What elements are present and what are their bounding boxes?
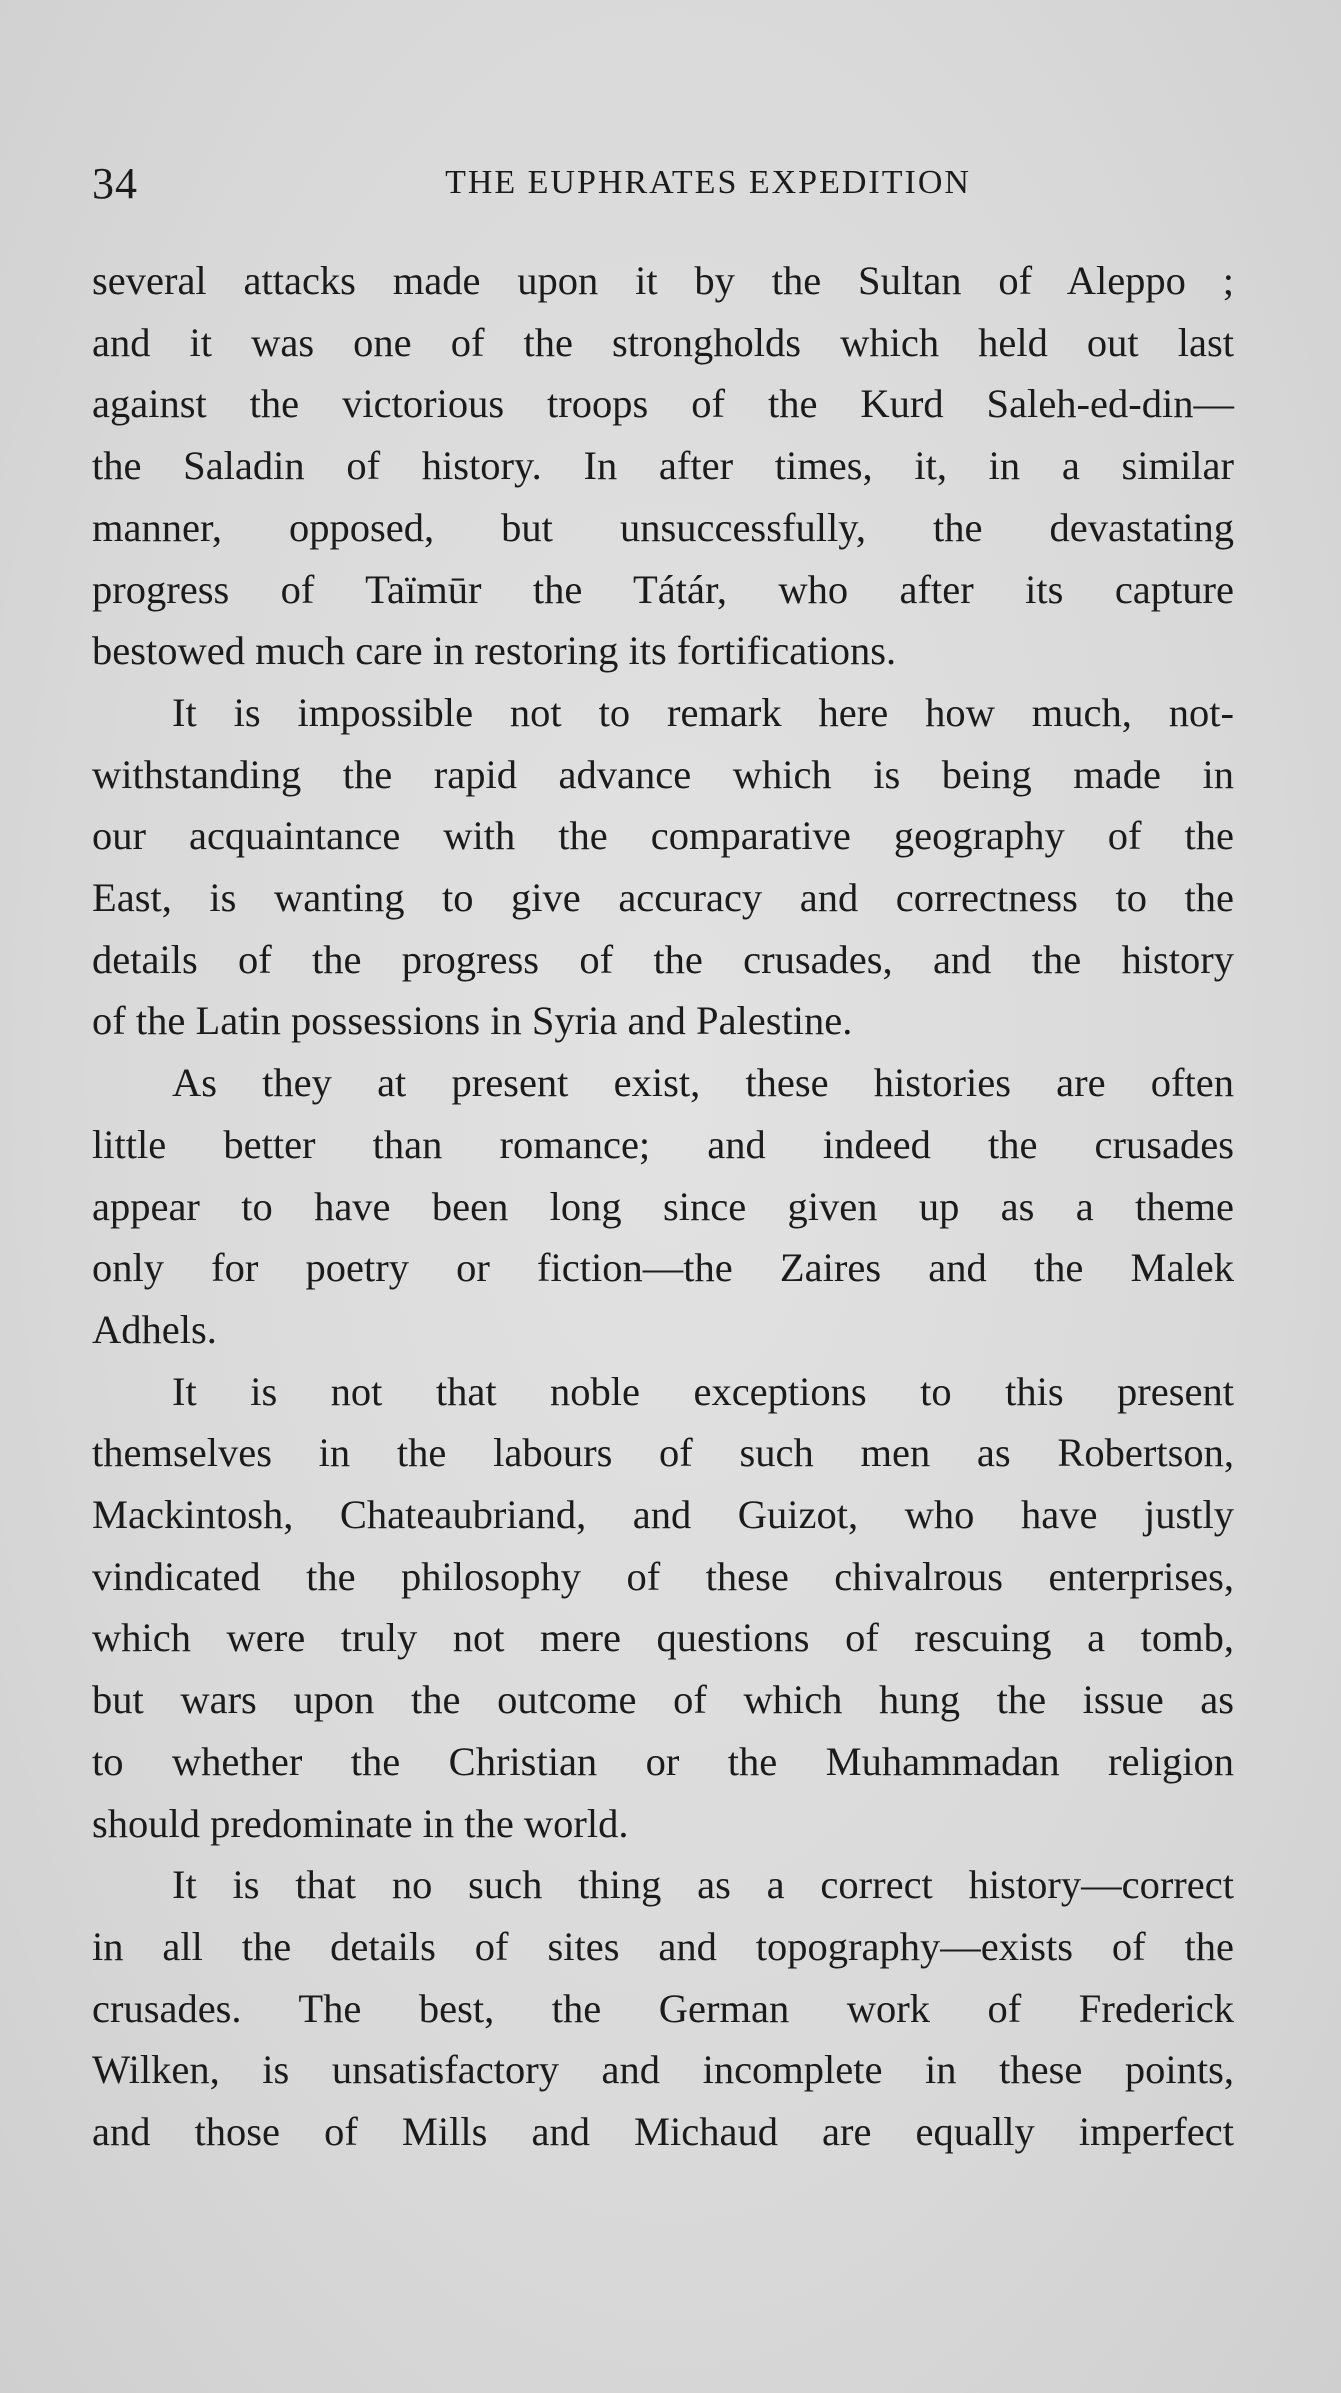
text-line: and those of Mills and Michaud are equally imperfect [92,2109,1234,2155]
running-head [92,158,1234,218]
text-line: withstanding the rapid advance which is being made in [92,751,1234,797]
text-line: crusades. The best, the German work of Frederick [92,1985,1234,2031]
text-line: East, is wanting to give accuracy and correctness to the [92,875,1234,921]
paragraph [92,250,1234,682]
text-line: details of the progress of the crusades, and the history [92,936,1234,982]
paragraph [92,682,1234,1052]
text-line: in all the details of sites and topography—exists of the [92,1923,1234,1969]
text-line: appear to have been long since given up as a theme [92,1183,1234,1229]
text-line: bestowed much care in restoring its fortifications. [92,628,897,674]
text-line: manner, opposed, but unsuccessfully, the devastating [92,504,1234,550]
text-line: which were truly not mere questions of rescuing a tomb, [92,1615,1234,1661]
paragraph [92,1052,1234,1361]
text-line: little better than romance; and indeed the crusades [92,1121,1234,1167]
text-line: but wars upon the outcome of which hung the issue as [92,1677,1234,1723]
text-line: Mackintosh, Chateaubriand, and Guizot, who have justly [92,1492,1234,1538]
paragraph [92,1854,1234,2163]
text-line: Adhels. [92,1306,217,1352]
text-line: It is that no such thing as a correct history—correct [172,1862,1234,1908]
text-line: vindicated the philosophy of these chivalrous enterprises, [92,1553,1234,1599]
text-line: It is impossible not to remark here how much, not- [172,689,1234,735]
running-title: THE EUPHRATES EXPEDITION [445,164,971,201]
text-line: and it was one of the strongholds which held out last [92,319,1234,365]
body-text [92,250,1234,2163]
text-line: It is not that noble exceptions to this present [172,1368,1234,1414]
text-line: Wilken, is unsatisfactory and incomplete in these points, [92,2047,1234,2093]
text-line: several attacks made upon it by the Sultan of Aleppo ; [92,258,1234,303]
text-line: As they at present exist, these histories are often [172,1060,1234,1106]
text-line: of the Latin possessions in Syria and Palestine. [92,998,853,1044]
page-number: 34 [92,159,138,208]
text-line: themselves in the labours of such men as Robertson, [92,1430,1234,1476]
text-line: against the victorious troops of the Kurd Saleh-ed-din— [92,381,1234,427]
text-line: only for poetry or fiction—the Zaires and the Malek [92,1245,1234,1291]
text-line: the Saladin of history. In after times, it, in a similar [92,443,1234,489]
text-line: our acquaintance with the comparative geography of the [92,813,1234,859]
paragraph [92,1361,1234,1855]
text-line: progress of Taïmūr the Tátár, who after its capture [92,566,1234,612]
text-line: to whether the Christian or the Muhammadan religion [92,1738,1234,1784]
text-line: should predominate in the world. [92,1800,629,1846]
